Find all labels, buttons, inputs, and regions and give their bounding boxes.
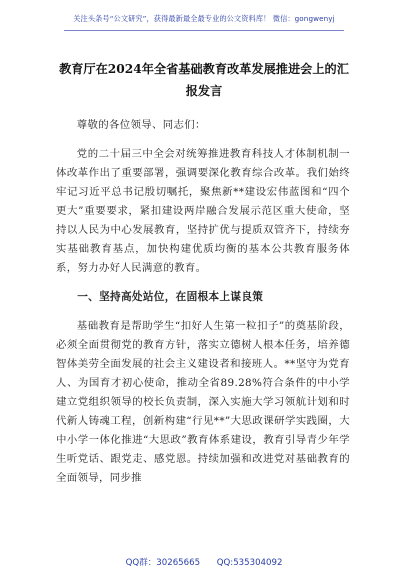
document-body	[56, 116, 350, 498]
document-title: 教育厅在2024年全省基础教育改革发展推进会上的汇报发言	[59, 62, 349, 98]
header-divider	[64, 30, 344, 31]
footer-contact	[0, 556, 408, 568]
section-heading: 一、坚持高处站位，在固根本上谋良策	[77, 291, 264, 303]
salutation: 尊敬的各位领导、同志们：	[76, 119, 206, 131]
paragraph: 基础教育是帮助学生“扣好人生第一粒扣子”的奠基阶段，必须全面贯彻党的教育方针，落实立德树人根本任务，培养德智体美劳全面发展的社会主义建设者和接班人。**坚守为党育人、为国育才初心使命，推动全省89.28%符合条件的中小学建立党组织领导的校长负责制，深入实施大学习领航计划和时代新人铸魂工程，创新构建“行见**”大思政课研学实践圈，大中小学一体化推进“大思政”教育体系建设，教育引导青少年学生听党话、跟党走、感党恩。持续加强和改进党对基础教育的全面领导，同步推	[56, 320, 350, 484]
paragraph: 党的二十届三中全会对统筹推进教育科技人才体制机制一体改革作出了重要部署，强调要深化教育综合改革。我们始终牢记习近平总书记殷切嘱托，聚焦新**建设宏伟蓝图和“四个更大”重要要求，紧扣建设两岸融合发展示范区重大使命，坚持以人民为中心发展教育，坚持扩优与提质双管齐下，持续夯实基础教育基点，加快构建优质均衡的基本公共教育服务体系，努力办好人民满意的教育。	[56, 148, 350, 274]
header-banner: 关注头条号“公文研究”，获得最新最全最专业的公文资料库！ 微信：gongwenyj	[73, 14, 335, 23]
footer-qq-group: QQ群：30265665	[125, 558, 201, 568]
footer-qq: QQ:535304092	[216, 558, 283, 568]
